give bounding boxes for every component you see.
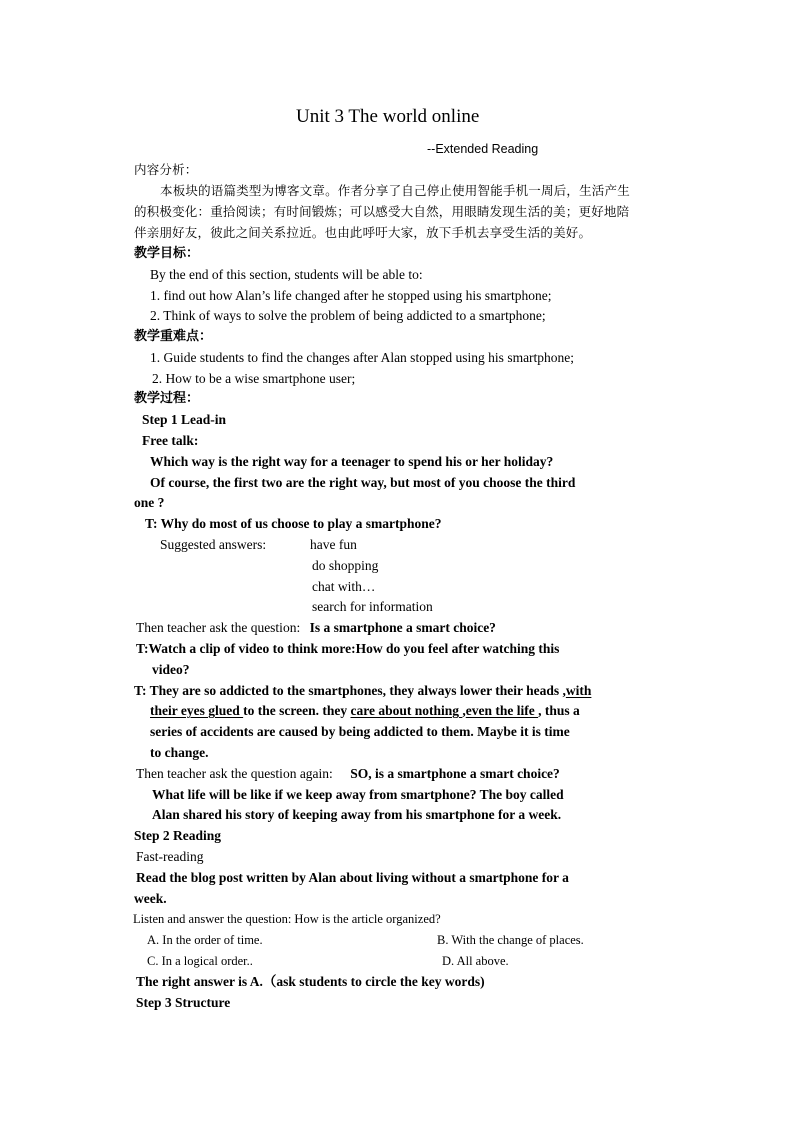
ask-prefix: Then teacher ask the question again: (136, 766, 333, 781)
life-question: What life will be like if we keep away from smartphone? The boy called (152, 787, 564, 802)
ask-question-line (136, 619, 496, 637)
addicted-text: , (462, 703, 466, 718)
objectives-intro: By the end of this section, students will be able to: (150, 267, 423, 282)
option-c: C. In a logical order.. (147, 954, 253, 968)
underlined-phrase: care about nothing (350, 703, 463, 718)
underlined-phrase: their eyes glued (150, 703, 244, 718)
addicted-text: , thus a (538, 703, 580, 718)
teacher-question: T: Why do most of us choose to play a smartphone? (145, 516, 442, 531)
addicted-text: to the screen. they (243, 703, 351, 718)
ask-question: SO, is a smartphone a smart choice? (350, 766, 560, 781)
content-analysis-heading: 内容分析： (134, 162, 198, 177)
addicted-paragraph-line (134, 682, 591, 700)
key-point-item: 2. How to be a wise smartphone user; (152, 371, 356, 386)
option-d: D. All above. (442, 954, 509, 968)
reading-instruction: week. (134, 891, 167, 906)
suggested-answer: search for information (312, 599, 433, 614)
underlined-phrase: with (565, 683, 592, 698)
fast-reading-label: Fast-reading (136, 849, 204, 864)
suggested-answer: do shopping (312, 558, 379, 573)
option-b: B. With the change of places. (437, 933, 584, 947)
suggested-answer: chat with… (312, 579, 376, 594)
step-3-heading: Step 3 Structure (136, 995, 231, 1010)
right-answer: The right answer is A.（ask students to circle the key words) (136, 974, 485, 989)
ask-prefix: Then teacher ask the question: (136, 620, 301, 635)
reading-instruction: Read the blog post written by Alan about living without a smartphone for a (136, 870, 569, 885)
process-heading: 教学过程： (134, 391, 200, 406)
option-a: A. In the order of time. (147, 933, 263, 947)
life-question: Alan shared his story of keeping away from his smartphone for a week. (152, 807, 562, 822)
suggested-answers-label: Suggested answers: (160, 537, 267, 552)
key-points-heading: 教学重难点： (134, 329, 213, 344)
addicted-paragraph-line (150, 702, 580, 720)
underlined-phrase: even the life (465, 703, 539, 718)
ask-question: Is a smartphone a smart choice? (309, 620, 496, 635)
suggested-answer: have fun (310, 537, 357, 552)
addicted-paragraph-line: series of accidents are caused by being addicted to them. Maybe it is time (150, 724, 570, 739)
question-text: Of course, the first two are the right way, but most of you choose the third (150, 475, 576, 490)
addicted-paragraph-line: to change. (150, 745, 209, 760)
objectives-heading: 教学目标： (134, 246, 200, 261)
addicted-text: T: They are so addicted to the smartphones, they always lower their heads , (134, 683, 566, 698)
page-subtitle: --Extended Reading (427, 142, 539, 156)
free-talk-label: Free talk: (142, 433, 199, 448)
page-title: Unit 3 The world online (296, 106, 480, 127)
step-1-heading: Step 1 Lead-in (142, 412, 227, 427)
listen-question: Listen and answer the question: How is the article organized? (133, 912, 441, 926)
watch-instruction: T:Watch a clip of video to think more:How do you feel after watching this (136, 641, 560, 656)
watch-instruction: video? (152, 662, 190, 677)
content-analysis-line: 的积极变化：重拾阅读；有时间锻炼；可以感受大自然，用眼睛发现生活的美；更好地陪 (134, 204, 630, 219)
question-text: Which way is the right way for a teenager to spend his or her holiday? (150, 454, 554, 469)
content-analysis-line: 本板块的语篇类型为博客文章。作者分享了自己停止使用智能手机一周后，生活产生 (160, 183, 630, 198)
objective-item: 1. find out how Alan’s life changed after he stopped using his smartphone; (150, 288, 552, 303)
key-point-item: 1. Guide students to find the changes after Alan stopped using his smartphone; (150, 350, 575, 365)
objective-item: 2. Think of ways to solve the problem of being addicted to a smartphone; (150, 308, 546, 323)
question-text: one ? (134, 495, 165, 510)
content-analysis-line: 伴亲朋好友，彼此之间关系拉近。也由此呼吁大家，放下手机去享受生活的美好。 (134, 225, 592, 240)
step-2-heading: Step 2 Reading (134, 828, 222, 843)
ask-question-line (136, 765, 560, 783)
